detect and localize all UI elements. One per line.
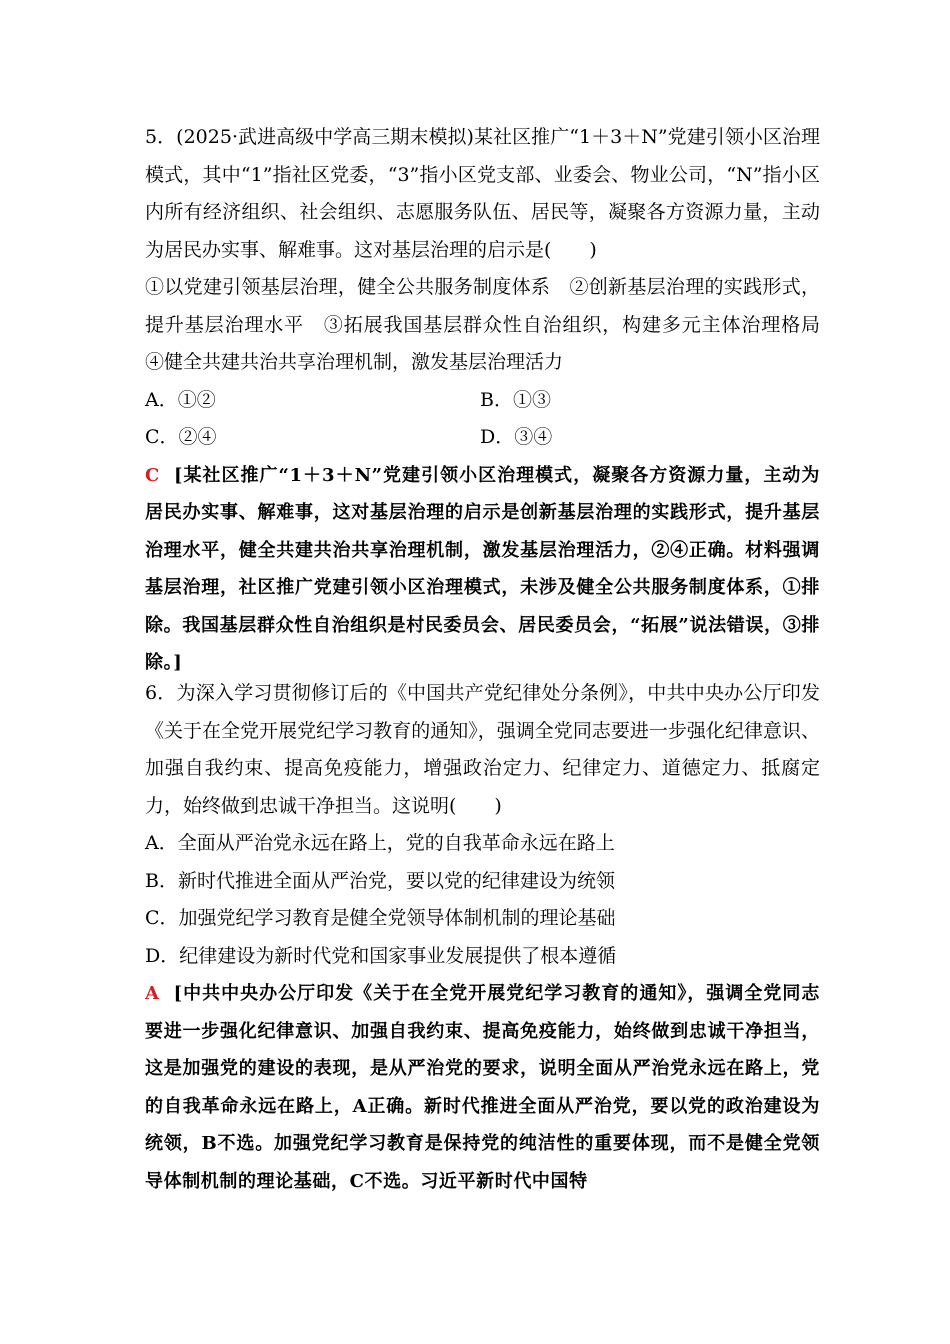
question-5-answer: [145, 457, 820, 683]
option-a: A．①②: [145, 388, 216, 411]
question-5-statements: ①以党建引领基层治理，健全公共服务制度体系 ②创新基层治理的实践形式，提升基层治理水平 ③拓展我国基层群众性自治组织，构建多元主体治理格局 ④健全共建共治共享治理机制，激发基层治理活力: [145, 276, 840, 373]
option-b: B．新时代推进全面从严治党，要以党的纪律建设为统领: [145, 869, 615, 892]
answer-letter: C: [145, 464, 160, 486]
answer-letter: A: [145, 983, 160, 1004]
option-a: A．全面从严治党永远在路上，党的自我革命永远在路上: [145, 832, 615, 854]
question-6-stem: 6．为深入学习贯彻修订后的《中国共产党纪律处分条例》，中共中央办公厅印发《关于在全党开展党纪学习教育的通知》，强调全党同志要进一步强化纪律意识、加强自我约束、提高免疫能力，增强政治定力、纪律定力、道德定力、抵腐定力，始终做到忠诚干净担当。这说明( ): [145, 682, 820, 817]
question-6: [145, 675, 820, 1201]
option-d: D．纪律建设为新时代党和国家事业发展提供了根本遵循: [145, 944, 617, 967]
option-b: B．①③: [480, 388, 551, 411]
question-5-options: [145, 382, 820, 457]
answer-explanation: [某社区推广“1＋3＋N”党建引领小区治理模式，凝聚各方资源力量，主动为居民办实事、解难事，这对基层治理的启示是创新基层治理的实践形式，提升基层治理水平，健全共建共治共享治理机制，激发基层治理活力，②④正确。材料强调基层治理，社区推广党建引领小区治理模式，未涉及健全公共服务制度体系，①排除。我国基层群众性自治组织是村民委员会、居民委员会，“拓展”说法错误，③排除。]: [145, 464, 820, 674]
question-5: [145, 119, 840, 682]
question-5-stem: 5．(2025·武进高级中学高三期末模拟)某社区推广“1＋3＋N”党建引领小区治理模式，其中“1”指社区党委，“3”指小区党支部、业委会、物业公司，“N”指小区内所有经济组织、社会组织、志愿服务队伍、居民等，凝聚各方资源力量，主动为居民办实事、解难事。这对基层治理的启示是( ): [145, 126, 820, 261]
answer-explanation: [中共中央办公厅印发《关于在全党开展党纪学习教育的通知》，强调全党同志要进一步强化纪律意识、加强自我约束、提高免疫能力，始终做到忠诚干净担当，这是加强党的建设的表现，是从严治党的要求，说明全面从严治党永远在路上，党的自我革命永远在路上，A正确。新时代推进全面从严治党，要以党的政治建设为统领，B不选。加强党纪学习教育是保持党的纯洁性的重要体现，而不是健全党领导体制机制的理论基础，C不选。习近平新时代中国特: [145, 983, 820, 1192]
question-6-answer: [145, 975, 820, 1201]
option-c: C．②④: [145, 426, 217, 448]
option-c: C．加强党纪学习教育是健全党领导体制机制的理论基础: [145, 907, 616, 929]
option-d: D．③④: [480, 426, 553, 448]
